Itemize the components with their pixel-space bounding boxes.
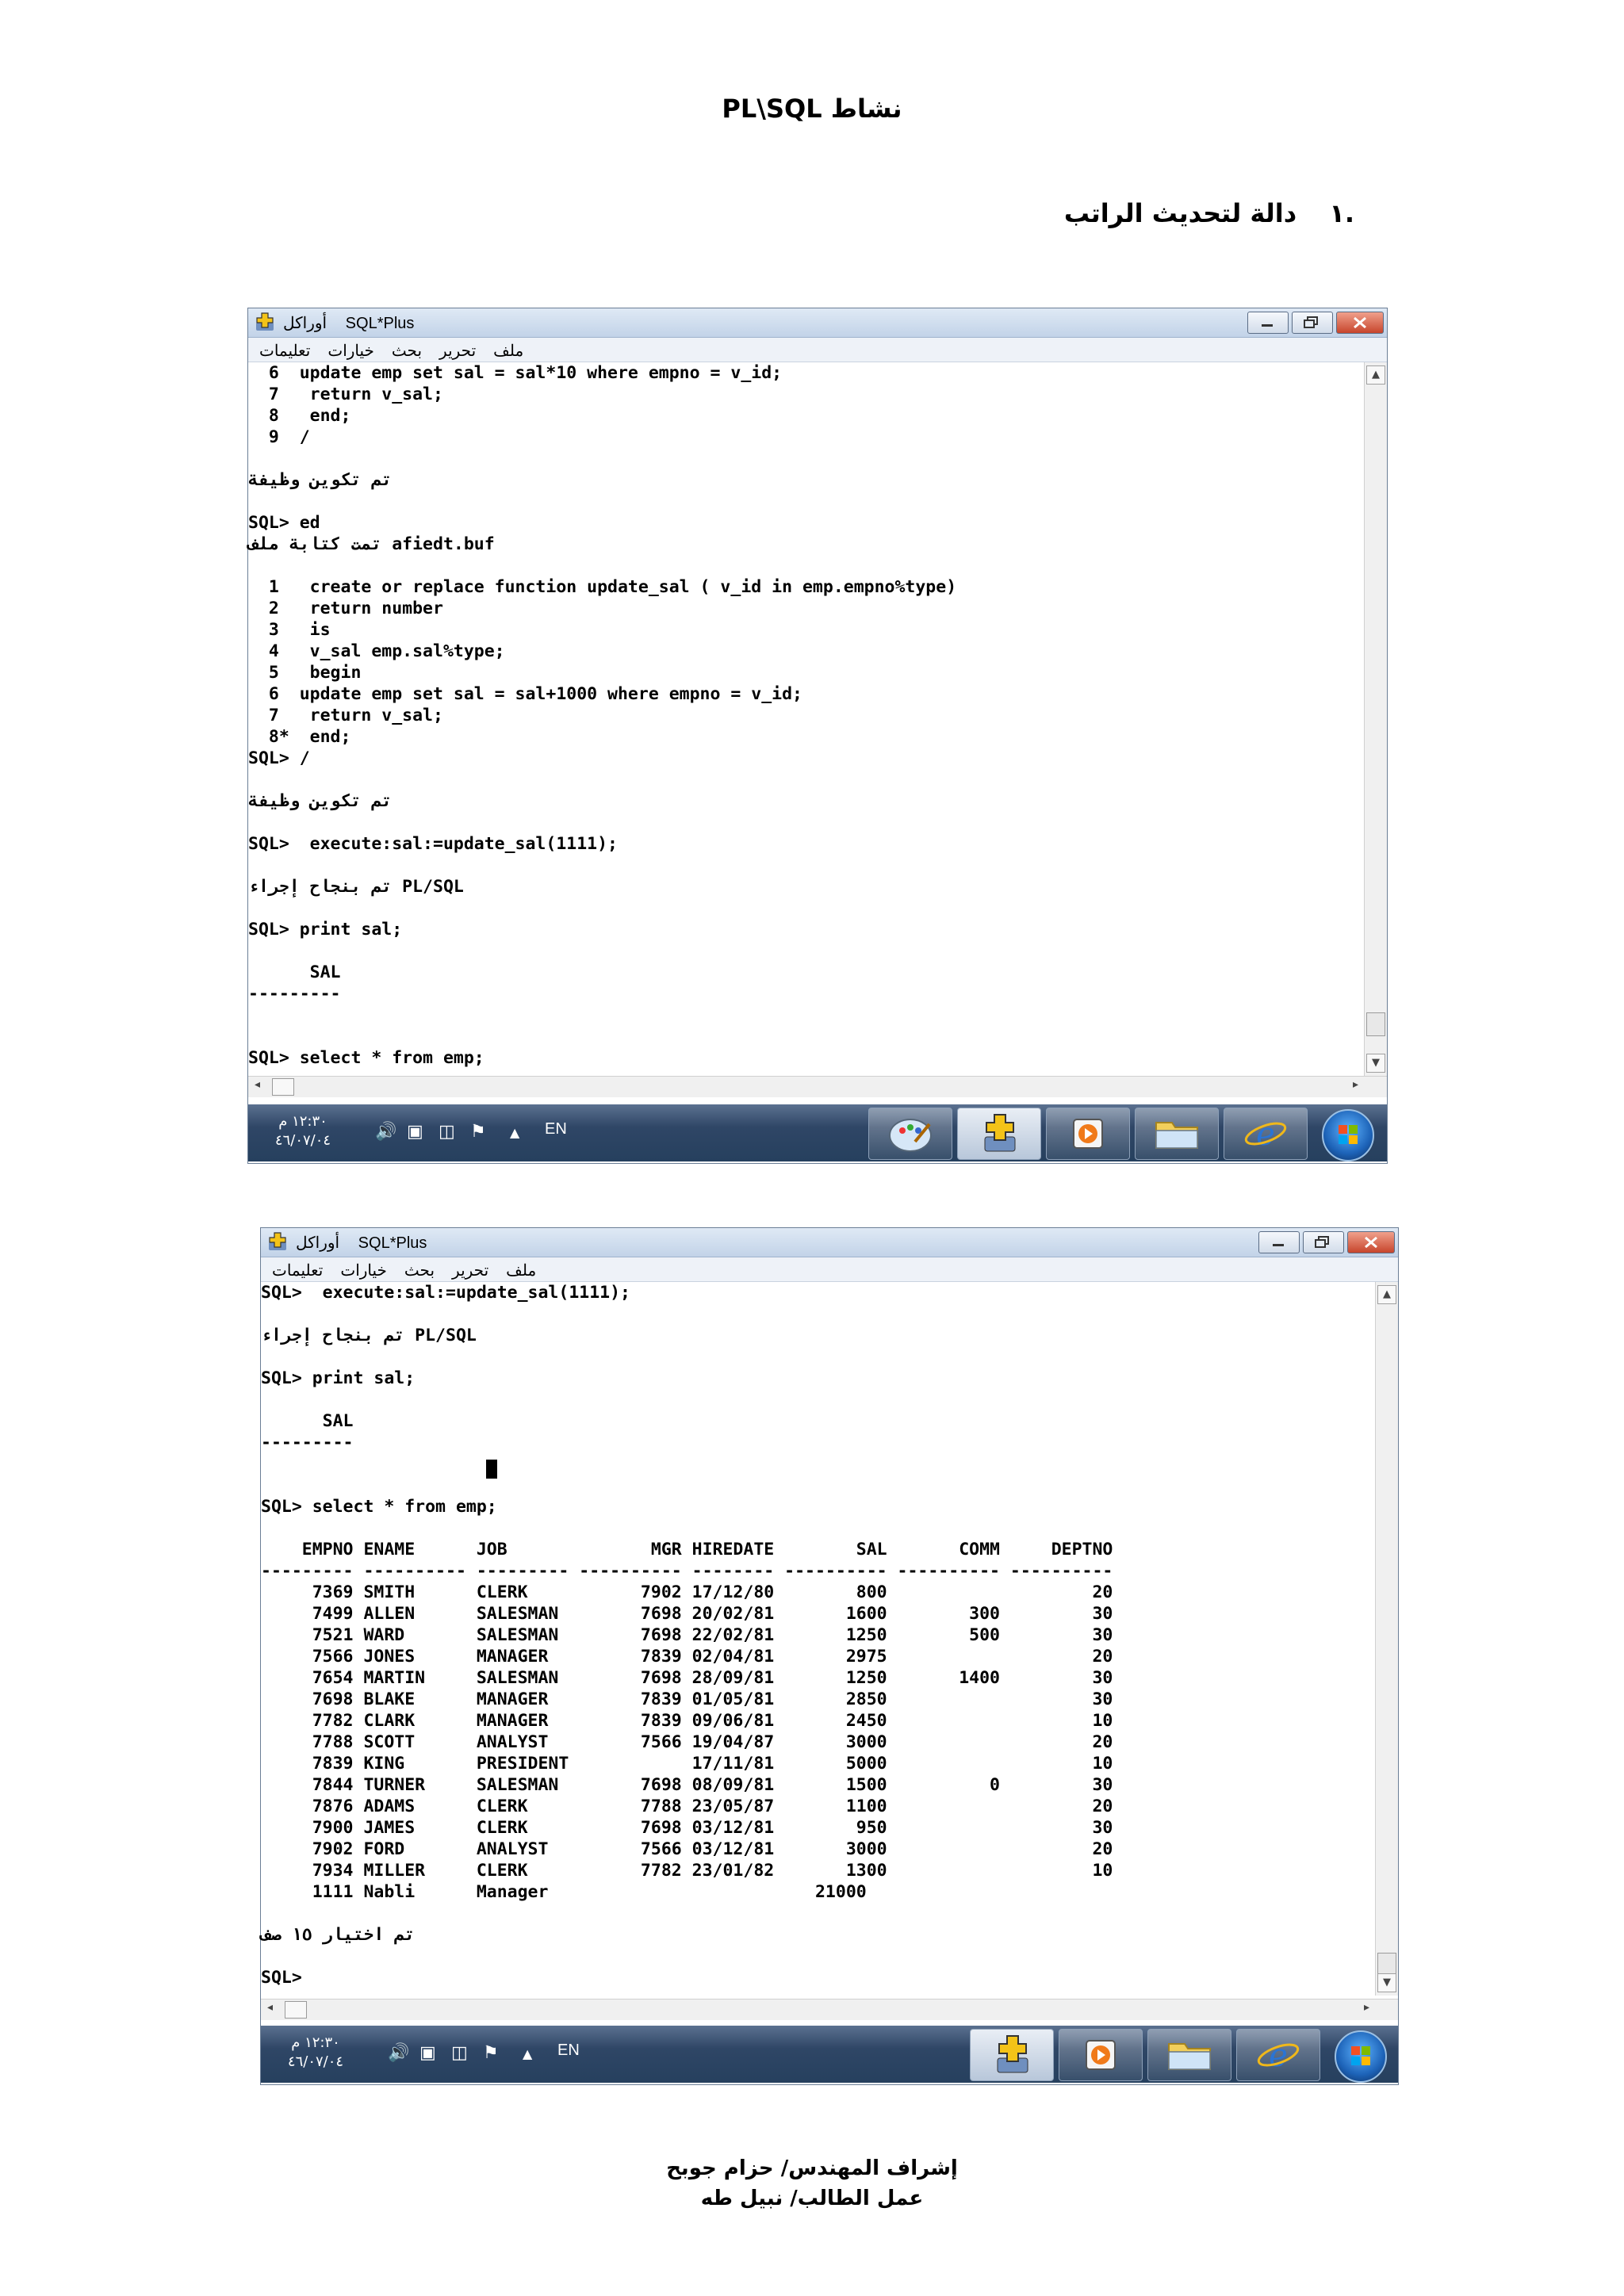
hscroll-thumb[interactable]	[272, 1078, 294, 1096]
show-hidden-icons-arrow[interactable]: ▲	[510, 1125, 520, 1140]
scroll-down-arrow[interactable]: ▼	[1377, 1973, 1396, 1992]
console-line: تم تكوين وظيفة	[248, 470, 393, 490]
minimize-button[interactable]	[1258, 1231, 1300, 1253]
console-line: 7521 WARD SALESMAN 7698 22/02/81 1250 500 30	[261, 1625, 1113, 1645]
console-line: 7369 SMITH CLERK 7902 17/12/80 800 20	[261, 1582, 1113, 1602]
console-line: SAL	[261, 1411, 354, 1431]
clock-date: ٤٦/٠٧/٠٤	[274, 1132, 331, 1149]
scroll-up-arrow[interactable]: ▲	[1366, 365, 1385, 385]
console-line: SQL> ed	[248, 513, 320, 533]
hscroll-thumb[interactable]	[285, 2001, 307, 2019]
action-center-flag-icon[interactable]: ⚑	[470, 1122, 486, 1142]
restore-icon	[1293, 312, 1332, 333]
scroll-left-arrow[interactable]: ◂	[267, 2001, 274, 2014]
console-line: 7876 ADAMS CLERK 7788 23/05/87 1100 20	[261, 1797, 1113, 1816]
taskbar-ie-button[interactable]	[1236, 2029, 1320, 2081]
clock-time: ١٢:٣٠ م	[278, 1113, 327, 1130]
language-indicator[interactable]: EN	[545, 1120, 567, 1138]
menu-options[interactable]: خيارات	[340, 1262, 387, 1280]
console-line: SQL> execute:sal:=update_sal(1111);	[248, 834, 618, 854]
windows-logo-icon	[1323, 1111, 1373, 1160]
footer-student: عمل الطالب/ نبيل طه	[700, 2187, 924, 2210]
vertical-scrollbar[interactable]	[1375, 1282, 1398, 1996]
section-number: .١	[1329, 198, 1354, 228]
console-line: تم تكوين وظيفة	[248, 791, 393, 811]
volume-icon[interactable]: 🔊	[375, 1122, 397, 1142]
console-line: SQL> print sal;	[248, 920, 403, 939]
clock-date: ٤٦/٠٧/٠٤	[287, 2053, 344, 2070]
console-line: SQL> print sal;	[261, 1368, 416, 1388]
console-line: 7902 FORD ANALYST 7566 03/12/81 3000 20	[261, 1839, 1113, 1859]
taskbar-explorer-button[interactable]	[1147, 2029, 1231, 2081]
menu-edit[interactable]: تحرير	[452, 1262, 489, 1280]
horizontal-scrollbar[interactable]	[248, 1076, 1387, 1097]
console-line: 7839 KING PRESIDENT 17/11/81 5000 10	[261, 1754, 1113, 1774]
scroll-right-arrow[interactable]: ▸	[1363, 2001, 1369, 2014]
console-line	[261, 1389, 1113, 1410]
document-title: PL\SQL نشاط	[722, 94, 902, 124]
menu-help[interactable]: تعليمات	[272, 1262, 324, 1280]
start-orb-button[interactable]	[1322, 1109, 1374, 1161]
console-line: 2 return number	[248, 599, 443, 618]
console-line	[248, 897, 956, 919]
console-line	[261, 1946, 1113, 1967]
console-line: 4 v_sal emp.sal%type;	[248, 641, 505, 661]
taskbar-sqlplus-button[interactable]	[957, 1108, 1041, 1160]
console-line: تمت كتابة ملف afiedt.buf	[248, 534, 495, 554]
close-button[interactable]	[1347, 1231, 1395, 1253]
start-orb-button[interactable]	[1335, 2030, 1387, 2083]
console-line	[248, 769, 956, 790]
menu-file[interactable]: ملف	[506, 1262, 537, 1280]
section-heading	[1064, 198, 1354, 228]
scroll-left-arrow[interactable]: ◂	[255, 1078, 261, 1091]
console-output[interactable]	[248, 362, 956, 1069]
device-icon[interactable]: ◫	[451, 2043, 468, 2063]
console-line	[248, 1026, 956, 1047]
folder-icon	[1136, 1108, 1218, 1159]
console-line: 9 /	[248, 427, 310, 447]
console-line	[248, 448, 956, 469]
restore-button[interactable]	[1292, 312, 1333, 334]
menu-options[interactable]: خيارات	[327, 342, 374, 360]
restore-icon	[1304, 1232, 1343, 1253]
console-line: 6 update emp set sal = sal*10 where empno = v_id;	[248, 363, 783, 383]
console-line	[261, 1475, 1113, 1496]
close-icon	[1337, 312, 1383, 333]
menu-search[interactable]: بحث	[404, 1262, 435, 1280]
sqlplus-app-icon	[255, 312, 275, 332]
vertical-scrollbar[interactable]	[1364, 362, 1387, 1076]
title-bar	[261, 1228, 1398, 1257]
console-line: تم اختيار ١٥ صف	[261, 1925, 416, 1945]
console-line: 7934 MILLER CLERK 7782 23/01/82 1300 10	[261, 1861, 1113, 1881]
sqlplus-window-1	[247, 308, 1388, 1164]
console-line	[261, 1517, 1113, 1539]
console-line	[261, 1303, 1113, 1325]
console-line: 7499 ALLEN SALESMAN 7698 20/02/81 1600 300 30	[261, 1604, 1113, 1624]
internet-explorer-icon	[1224, 1108, 1307, 1159]
console-line: SQL>	[261, 1968, 302, 1988]
sqlplus-taskbar-icon	[958, 1108, 1040, 1159]
menu-edit[interactable]: تحرير	[439, 342, 477, 360]
console-line: 7788 SCOTT ANALYST 7566 19/04/87 3000 20	[261, 1732, 1113, 1752]
menu-help[interactable]: تعليمات	[259, 342, 311, 360]
network-icon[interactable]: ▣	[419, 2043, 436, 2063]
console-output[interactable]	[261, 1282, 1113, 1988]
section-title: دالة لتحديث الراتب	[1063, 198, 1297, 228]
console-line: SQL> select * from emp;	[248, 1048, 485, 1068]
console-line: 7900 JAMES CLERK 7698 03/12/81 950 30	[261, 1818, 1113, 1838]
language-indicator[interactable]: EN	[557, 2042, 580, 2059]
console-line	[248, 1004, 956, 1026]
console-line: 1 create or replace function update_sal ( v_id in emp.empno%type)	[248, 577, 957, 597]
window-title-app: SQL*Plus	[358, 1234, 427, 1252]
media-player-icon	[1059, 2030, 1142, 2080]
horizontal-scrollbar[interactable]	[261, 1999, 1398, 2020]
console-line	[261, 1346, 1113, 1368]
show-hidden-icons-arrow[interactable]: ▲	[523, 2046, 533, 2061]
taskbar	[261, 2026, 1398, 2083]
windows-logo-icon	[1336, 2032, 1385, 2081]
restore-button[interactable]	[1303, 1231, 1344, 1253]
action-center-flag-icon[interactable]: ⚑	[483, 2043, 499, 2063]
media-player-icon	[1047, 1108, 1129, 1159]
console-line: SQL> execute:sal:=update_sal(1111);	[261, 1283, 630, 1303]
console-line: EMPNO ENAME JOB MGR HIREDATE SAL COMM DEPTNO	[261, 1540, 1113, 1559]
volume-icon[interactable]: 🔊	[388, 2043, 410, 2063]
sqlplus-app-icon	[267, 1231, 288, 1252]
window-title-arabic: أوراكل	[296, 1234, 340, 1252]
close-icon	[1348, 1232, 1394, 1253]
taskbar-media-button[interactable]	[1046, 1108, 1130, 1160]
taskbar-explorer-button[interactable]	[1135, 1108, 1219, 1160]
taskbar	[248, 1104, 1387, 1161]
clock-time: ١٢:٣٠ م	[291, 2034, 340, 2051]
console-line	[248, 855, 956, 876]
title-bar	[248, 308, 1387, 338]
console-line: 7654 MARTIN SALESMAN 7698 28/09/81 1250 1400 30	[261, 1668, 1113, 1688]
scroll-down-arrow[interactable]: ▼	[1366, 1054, 1385, 1073]
taskbar-sqlplus-button[interactable]	[970, 2029, 1054, 2081]
console-line: 3 is	[248, 620, 331, 640]
close-button[interactable]	[1336, 312, 1384, 334]
scroll-up-arrow[interactable]: ▲	[1377, 1285, 1396, 1304]
console-line: SQL> /	[248, 748, 310, 768]
scroll-thumb[interactable]	[1366, 1012, 1385, 1036]
console-line: 5 begin	[248, 663, 362, 683]
console-line: تم بنجاح إجراء PL/SQL	[261, 1326, 477, 1345]
taskbar-media-button[interactable]	[1059, 2029, 1143, 2081]
console-line: 8 end;	[248, 406, 351, 426]
internet-explorer-icon	[1237, 2030, 1320, 2080]
console-line: تم بنجاح إجراء PL/SQL	[248, 877, 464, 897]
svg-text:e: e	[1256, 1116, 1275, 1153]
paint-icon	[869, 1108, 952, 1159]
sqlplus-window-2	[260, 1227, 1399, 2085]
window-title-arabic: أوراكل	[283, 315, 327, 332]
menu-bar	[248, 338, 1387, 362]
console-line: 8* end;	[248, 727, 351, 747]
console-line: 7566 JONES MANAGER 7839 02/04/81 2975 20	[261, 1647, 1113, 1667]
console-line	[248, 812, 956, 833]
console-line: 7698 BLAKE MANAGER 7839 01/05/81 2850 30	[261, 1689, 1113, 1709]
footer-supervisor: إشراف المهندس/ حزام جوبح	[666, 2156, 958, 2180]
menu-bar	[261, 1257, 1398, 1282]
minimize-icon	[1259, 1232, 1299, 1253]
window-title-app: SQL*Plus	[345, 315, 415, 332]
console-line	[248, 491, 956, 512]
device-icon[interactable]: ◫	[439, 1122, 455, 1142]
minimize-icon	[1248, 312, 1288, 333]
console-line	[261, 1903, 1113, 1924]
console-line: SAL	[248, 962, 341, 982]
svg-text:e: e	[1269, 2038, 1288, 2074]
console-line	[248, 555, 956, 576]
console-line: SQL> select * from emp;	[261, 1497, 497, 1517]
minimize-button[interactable]	[1247, 312, 1289, 334]
menu-file[interactable]: ملف	[493, 342, 524, 360]
console-line: ---------	[248, 984, 341, 1004]
menu-search[interactable]: بحث	[391, 342, 423, 360]
scroll-right-arrow[interactable]: ▸	[1352, 1078, 1358, 1091]
text-cursor	[486, 1460, 497, 1479]
console-line	[261, 1453, 1113, 1475]
console-line: ---------	[261, 1433, 354, 1452]
console-line: 7782 CLARK MANAGER 7839 09/06/81 2450 10	[261, 1711, 1113, 1731]
console-line: 1111 Nabli Manager 21000	[261, 1882, 867, 1902]
taskbar-paint-button[interactable]	[868, 1108, 952, 1160]
taskbar-ie-button[interactable]	[1224, 1108, 1308, 1160]
sqlplus-taskbar-icon	[971, 2030, 1053, 2080]
console-line: 7 return v_sal;	[248, 706, 443, 725]
console-line	[248, 940, 956, 962]
console-line: 6 update emp set sal = sal+1000 where empno = v_id;	[248, 684, 802, 704]
console-line: --------- ---------- --------- ---------- -------- ---------- ---------- ----------	[261, 1561, 1113, 1581]
console-line: 7844 TURNER SALESMAN 7698 08/09/81 1500 0 30	[261, 1775, 1113, 1795]
console-line: 7 return v_sal;	[248, 385, 443, 404]
folder-icon	[1148, 2030, 1231, 2080]
network-icon[interactable]: ▣	[407, 1122, 423, 1142]
